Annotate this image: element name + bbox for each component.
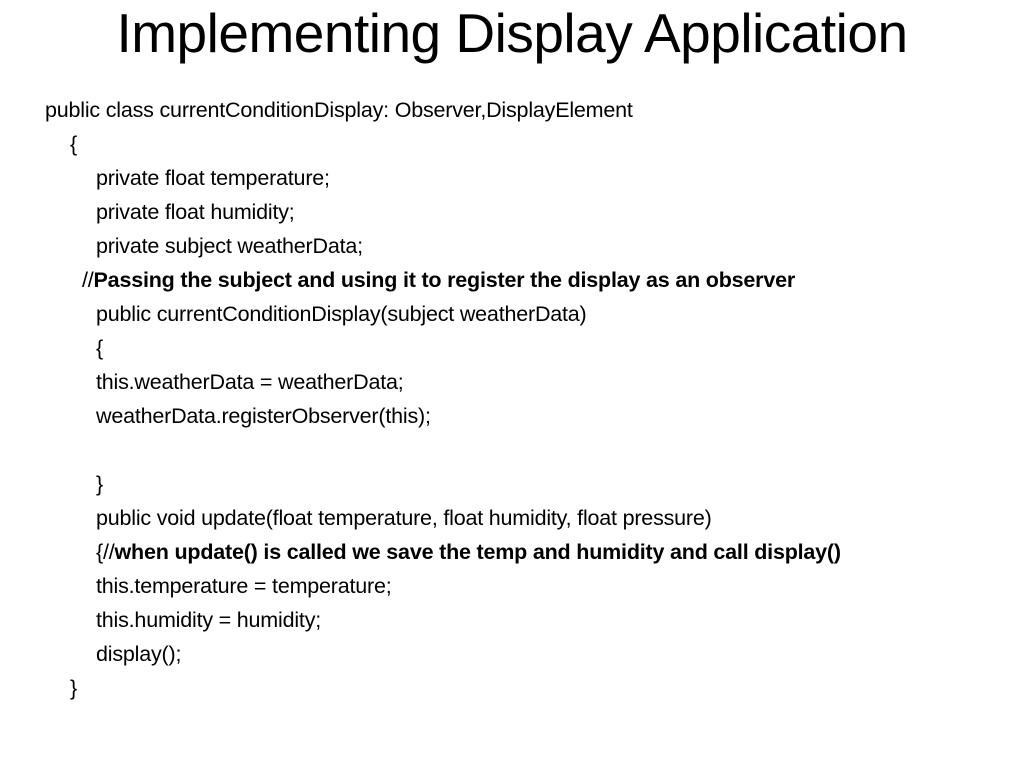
code-line-class-declaration: public class currentConditionDisplay: Observer,DisplayElement — [45, 98, 633, 122]
code-line-call-display: display(); — [96, 642, 182, 666]
comment-text: Passing the subject and using it to register the display as an observer — [93, 268, 796, 292]
code-line-assign-temperature: this.temperature = temperature; — [96, 574, 392, 598]
comment-marker: // — [82, 268, 94, 292]
code-line-comment-update — [96, 537, 841, 567]
code-line-assign-weatherdata: this.weatherData = weatherData; — [96, 370, 404, 394]
comment-marker: {// — [96, 540, 115, 564]
code-line-constructor-signature: public currentConditionDisplay(subject weatherData) — [96, 302, 587, 326]
code-line-open-brace: { — [70, 132, 77, 156]
code-line-constructor-open-brace: { — [96, 336, 103, 360]
slide-title: Implementing Display Application — [116, 2, 908, 64]
code-line-field-weatherdata: private subject weatherData; — [96, 234, 363, 258]
code-line-register-observer: weatherData.registerObserver(this); — [96, 404, 431, 428]
comment-text: when update() is called we save the temp and humidity and call display() — [114, 540, 841, 564]
code-line-update-signature: public void update(float temperature, float humidity, float pressure) — [96, 506, 712, 530]
code-line-assign-humidity: this.humidity = humidity; — [96, 608, 322, 632]
code-line-close-brace: } — [70, 676, 77, 700]
code-line-constructor-close-brace: } — [96, 472, 103, 496]
code-line-comment-constructor — [82, 265, 795, 295]
code-line-field-temperature: private float temperature; — [96, 166, 330, 190]
code-line-field-humidity: private float humidity; — [96, 200, 295, 224]
